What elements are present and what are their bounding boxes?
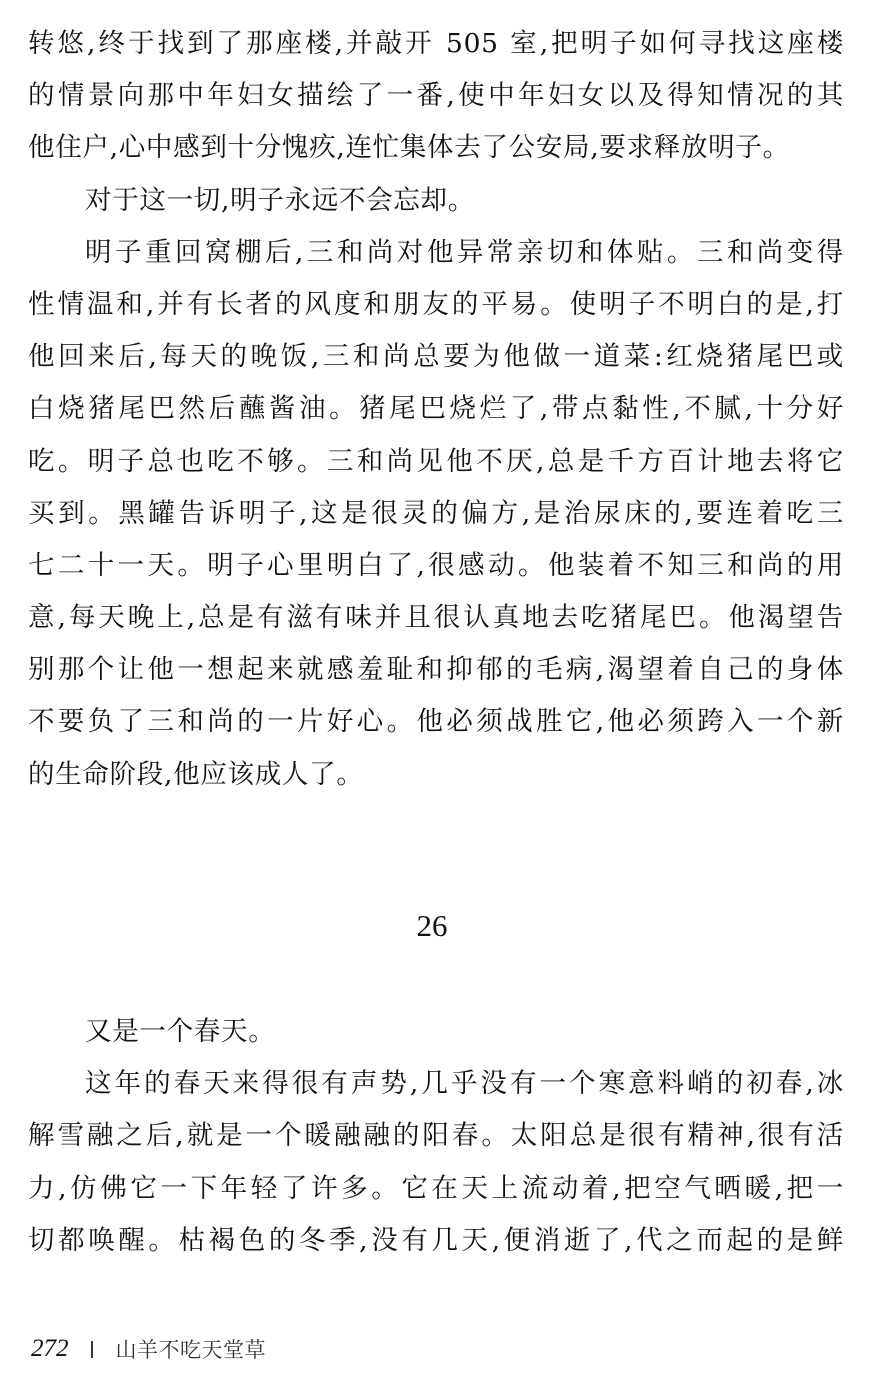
page-number: 272 (31, 1335, 69, 1362)
text-line: 别那个让他一想起来就感羞耻和抑郁的毛病,渴望着自己的身体 (28, 654, 844, 686)
text-line: 的生命阶段,他应该成人了。 (28, 758, 364, 790)
text-line: 切都唤醒。枯褐色的冬季,没有几天,便消逝了,代之而起的是鲜 (28, 1224, 844, 1256)
body-text-after-chapter (28, 1006, 844, 1267)
text-line: 解雪融之后,就是一个暖融融的阳春。太阳总是很有精神,很有活 (28, 1120, 844, 1152)
page-footer (31, 1334, 266, 1364)
text-line: 白烧猪尾巴然后蘸酱油。猪尾巴烧烂了,带点黏性,不腻,十分好 (28, 393, 844, 425)
body-text-before-chapter (28, 18, 844, 801)
paragraph-start-line: 又是一个春天。 (85, 1016, 276, 1047)
footer-separator (91, 1341, 93, 1358)
chapter-number: 26 (416, 908, 448, 943)
text-line: 不要负了三和尚的一片好心。他必须战胜它,他必须跨入一个新 (28, 706, 844, 738)
text-line: 的情景向那中年妇女描绘了一番,使中年妇女以及得知情况的其 (28, 80, 844, 112)
text-line: 买到。黑罐告诉明子,这是很灵的偏方,是治尿床的,要连着吃三 (28, 497, 844, 529)
running-book-title: 山羊不吃天堂草 (115, 1338, 266, 1362)
text-line: 他回来后,每天的晚饭,三和尚总要为他做一道菜:红烧猪尾巴或 (28, 341, 844, 373)
text-line: 意,每天晚上,总是有滋有味并且很认真地去吃猪尾巴。他渴望告 (28, 602, 844, 634)
paragraph-start-line: 明子重回窝棚后,三和尚对他异常亲切和体贴。三和尚变得 (85, 236, 844, 268)
paragraph-start-line: 这年的春天来得很有声势,几乎没有一个寒意料峭的初春,冰 (85, 1068, 844, 1100)
text-line: 转悠,终于找到了那座楼,并敲开 505 室,把明子如何寻找这座楼 (28, 28, 844, 59)
text-line: 性情温和,并有长者的风度和朋友的平易。使明子不明白的是,打 (28, 288, 844, 320)
text-line: 力,仿佛它一下年轻了许多。它在天上流动着,把空气晒暖,把一 (28, 1172, 844, 1204)
text-line: 吃。明子总也吃不够。三和尚见他不厌,总是千方百计地去将它 (28, 445, 844, 477)
text-line: 他住户,心中感到十分愧疚,连忙集体去了公安局,要求释放明子。 (28, 132, 790, 164)
text-line: 七二十一天。明子心里明白了,很感动。他装着不知三和尚的用 (28, 549, 844, 581)
paragraph-start-line: 对于这一切,明子永远不会忘却。 (85, 184, 475, 216)
